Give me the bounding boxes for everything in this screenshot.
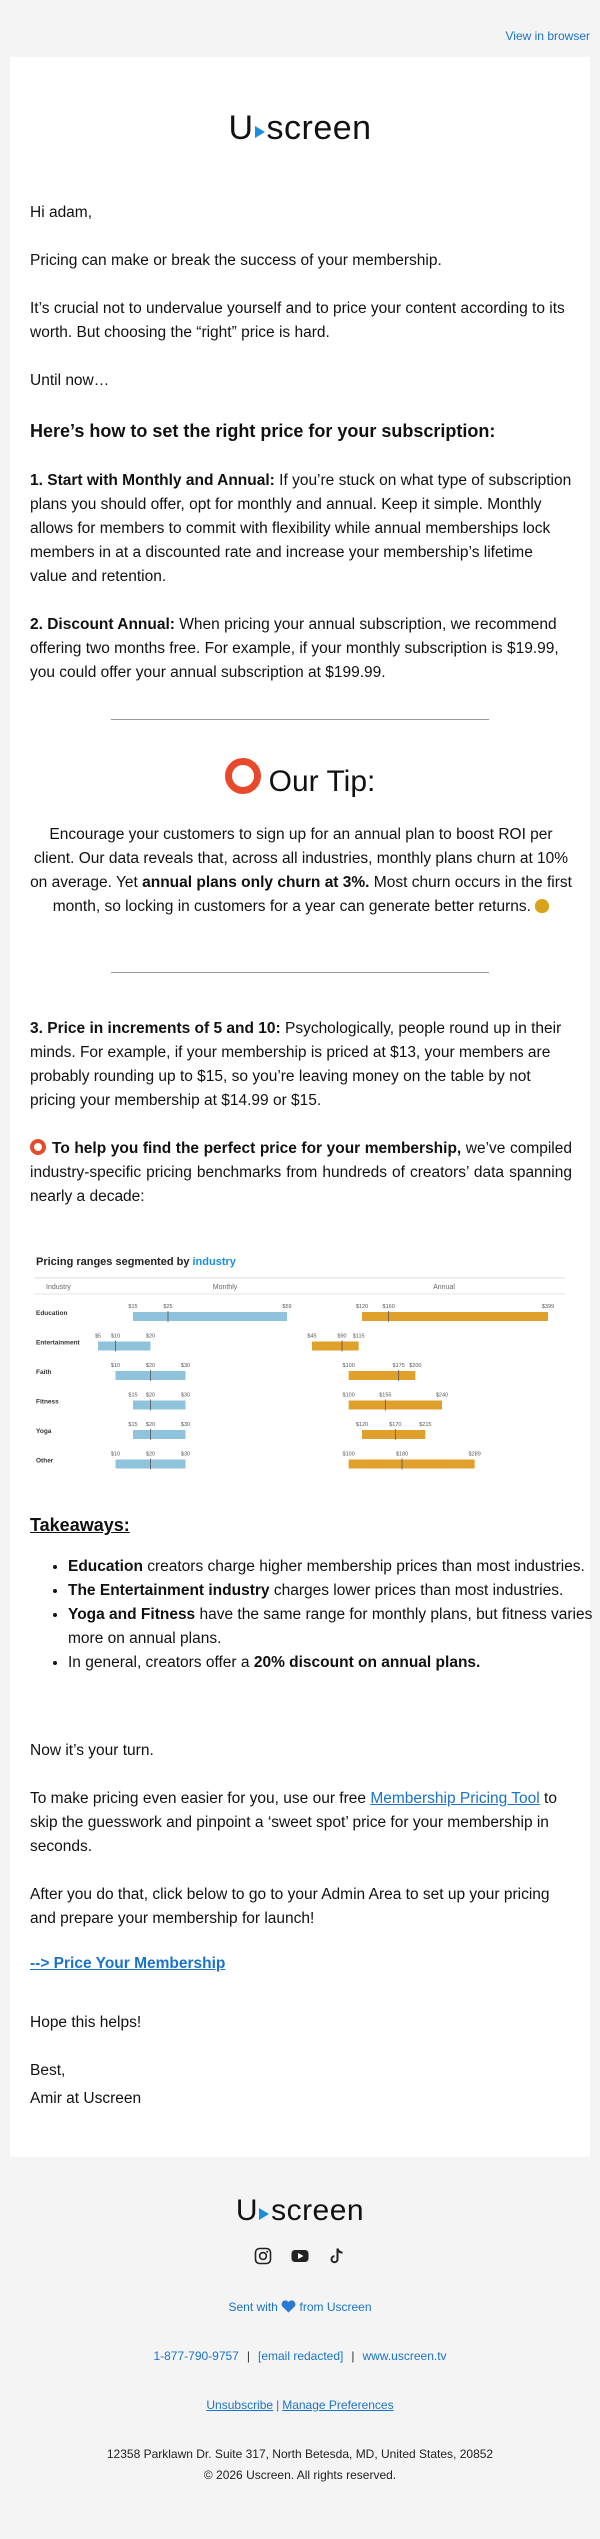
monthly-tick-label: $20: [145, 1451, 156, 1458]
monthly-tick-label: $10: [110, 1333, 121, 1340]
logo-letter: U: [235, 2194, 259, 2227]
money-bag-icon: [535, 899, 549, 913]
monthly-tick-label: $15: [128, 1304, 138, 1310]
tip-text-2: Most churn occurs in the first month, so locking in customers for a year can generate better returns.: [52, 874, 572, 915]
benchmark-intro: [30, 1137, 572, 1209]
monthly-tick-label: $30: [180, 1451, 191, 1458]
annual-tick-label: $155: [379, 1392, 392, 1399]
annual-tick-label: $115: [352, 1333, 365, 1340]
header-logo: [10, 109, 590, 148]
monthly-range-bar: [133, 1312, 287, 1321]
annual-tick-label: $100: [342, 1451, 355, 1458]
our-tip-heading: [10, 755, 590, 802]
annual-tick-label: $200: [409, 1363, 422, 1369]
tip-item-3-text: Psychologically, people round up in their minds. For example, if your membership is priced at $13, your members are probably rounding up to $15, so you’re leaving money on the table by not pricing your membership at $14.99 or $15.: [30, 1020, 562, 1109]
manage-preferences-link[interactable]: Manage Preferences: [282, 2398, 394, 2412]
annual-range-bar: [349, 1371, 416, 1380]
tip-item-2: [30, 613, 572, 685]
tip-item-3: [30, 1017, 572, 1113]
annual-tick-label: $399: [541, 1304, 555, 1310]
monthly-tick-label: $15: [128, 1392, 138, 1399]
pricing-tool-text-1: To make pricing even easier for you, use our free: [30, 1790, 371, 1807]
monthly-tick-label: $20: [145, 1392, 156, 1399]
monthly-tick-label: $30: [180, 1363, 191, 1369]
benchmark-intro-text: we’ve compiled industry-specific pricing benchmarks from hundreds of creators’ data spanning nearly a decade:: [30, 1140, 572, 1205]
annual-range-bar: [312, 1342, 359, 1351]
website-link[interactable]: www.uscreen.tv: [362, 2349, 447, 2363]
separator: |: [351, 2349, 355, 2363]
annual-tick-label: $180: [395, 1451, 409, 1458]
annual-tick-label: $170: [389, 1422, 402, 1428]
paragraph-your-turn: Now it’s your turn.: [30, 1742, 154, 1759]
annual-range-bar: [362, 1430, 425, 1439]
sent-from-text: from Uscreen: [296, 2300, 372, 2314]
monthly-tick-label: $20: [145, 1333, 156, 1340]
youtube-icon[interactable]: [291, 2247, 309, 2265]
our-tip-body: [30, 823, 572, 919]
takeaway-bold: Yoga and Fitness: [68, 1606, 196, 1623]
annual-tick-label: $160: [382, 1304, 395, 1310]
column-header-annual: Annual: [433, 1284, 455, 1291]
industry-label: Other: [36, 1457, 54, 1465]
greeting: Hi adam,: [30, 204, 93, 221]
annual-tick-label: $175: [392, 1363, 405, 1369]
annual-tick-label: $100: [342, 1392, 355, 1399]
play-icon: [259, 2208, 269, 2220]
tiktok-icon[interactable]: [328, 2247, 346, 2265]
section-heading: Here’s how to set the right price for your subscription:: [30, 421, 496, 441]
lifebuoy-icon: [225, 758, 261, 794]
monthly-tick-label: $30: [180, 1422, 191, 1428]
takeaway-item: [68, 1555, 598, 1579]
paragraph-admin-area: After you do that, click below to go to your Admin Area to set up your pricing and prepare your membership for launch!: [30, 1886, 550, 1927]
column-header-monthly: Monthly: [212, 1284, 238, 1291]
unsubscribe-link[interactable]: Unsubscribe: [206, 2398, 274, 2412]
pricing-ranges-chart: [30, 1250, 570, 1475]
takeaway-item: [68, 1579, 598, 1603]
paragraph-intro: Pricing can make or break the success of your membership.: [30, 252, 442, 269]
monthly-tick-label: $15: [128, 1422, 138, 1428]
lifebuoy-icon: [30, 1139, 46, 1155]
takeaways-list: [30, 1555, 598, 1675]
our-tip-title: Our Tip:: [268, 765, 376, 798]
annual-tick-label: $289: [468, 1451, 481, 1458]
column-header-industry: Industry: [46, 1284, 71, 1291]
monthly-tick-label: $20: [145, 1422, 156, 1428]
monthly-tick-label: $25: [163, 1304, 173, 1310]
takeaway-text: charges lower prices than most industries.: [269, 1582, 564, 1599]
annual-tick-label: $100: [342, 1363, 355, 1369]
industry-label: Fitness: [36, 1398, 59, 1406]
monthly-tick-label: $59: [282, 1304, 292, 1310]
top-bar: [0, 0, 600, 57]
industry-label: Entertainment: [36, 1339, 80, 1347]
chart-title: Pricing ranges segmented by industry: [36, 1256, 236, 1268]
monthly-tick-label: $5: [94, 1333, 102, 1340]
annual-range-bar: [349, 1460, 475, 1469]
annual-tick-label: $120: [355, 1304, 369, 1310]
company-address: 12358 Parklawn Dr. Suite 317, North Betesda, MD, United States, 20852: [106, 2447, 494, 2461]
monthly-range-bar: [133, 1401, 186, 1410]
view-in-browser-link[interactable]: View in browser: [505, 29, 590, 43]
tip-item-1-title: 1. Start with Monthly and Annual:: [30, 472, 275, 489]
annual-tick-label: $90: [337, 1333, 347, 1340]
price-your-membership-link[interactable]: --> Price Your Membership: [30, 1955, 226, 1972]
footer-logo: [0, 2194, 600, 2228]
closing-line: Hope this helps!: [30, 2014, 142, 2031]
industry-label: Education: [36, 1310, 68, 1317]
play-icon: [255, 126, 265, 138]
tip-item-3-title: 3. Price in increments of 5 and 10:: [30, 1020, 281, 1037]
uscreen-logo: [228, 109, 371, 148]
social-links: [0, 2247, 600, 2265]
paragraph-until-now: Until now…: [30, 372, 110, 389]
takeaway-item: [68, 1603, 598, 1651]
annual-tick-label: $240: [435, 1392, 449, 1399]
takeaways-title: Takeaways:: [30, 1515, 130, 1535]
annual-range-bar: [362, 1312, 548, 1321]
monthly-tick-label: $20: [145, 1363, 156, 1369]
monthly-tick-label: $10: [110, 1363, 121, 1369]
monthly-tick-label: $10: [110, 1451, 121, 1458]
annual-tick-label: $45: [307, 1333, 317, 1340]
uscreen-logo: [236, 2194, 364, 2228]
heart-icon: [281, 2300, 296, 2313]
membership-pricing-tool-link[interactable]: Membership Pricing Tool: [370, 1790, 540, 1807]
email-link[interactable]: [email redacted]: [257, 2349, 344, 2363]
tip-item-1: [30, 469, 572, 589]
signoff: Best,: [30, 2062, 66, 2079]
subscription-links: [0, 2398, 600, 2412]
takeaway-bold: Education: [68, 1558, 143, 1575]
logo-word: screen: [271, 2194, 365, 2227]
instagram-icon[interactable]: [254, 2247, 272, 2265]
sent-with-line: [0, 2300, 600, 2314]
logo-letter: U: [228, 109, 254, 147]
benchmark-intro-bold: To help you find the perfect price for your membership,: [52, 1140, 462, 1157]
sent-with-text: Sent with: [228, 2300, 282, 2314]
industry-label: Yoga: [36, 1428, 52, 1435]
tip-item-2-text: When pricing your annual subscription, we recommend offering two months free. For example, if your monthly subscription is $19.99, you could offer your annual subscription at $199.99.: [30, 616, 559, 681]
copyright: © 2026 Uscreen. All rights reserved.: [203, 2468, 397, 2482]
monthly-range-bar: [98, 1342, 151, 1351]
email-card: [10, 57, 593, 2157]
takeaway-text: creators charge higher membership prices than most industries.: [142, 1558, 585, 1575]
tip-text-1: Encourage your customers to sign up for an annual plan to boost ROI per client. Our data reveals that, across all industries, monthly plans churn at 10% on average. Yet: [30, 826, 569, 891]
paragraph-undervalue: It’s crucial not to undervalue yourself and to price your content according to its worth. But choosing the “right” price is hard.: [30, 300, 565, 341]
annual-tick-label: $120: [355, 1422, 369, 1428]
separator: |: [246, 2349, 250, 2363]
tip-item-1-text: If you’re stuck on what type of subscription plans you should offer, opt for monthly and annual. Keep it simple. Monthly allows for members to commit with flexibility while annual memberships lock members in at a discounted rate and increase your membership’s lifetime value and retention.: [30, 472, 572, 585]
divider: [111, 972, 489, 973]
contact-line: [0, 2349, 600, 2363]
takeaway-text: have the same range for monthly plans, but fitness varies more on annual plans.: [68, 1606, 593, 1647]
separator: |: [276, 2398, 280, 2412]
divider: [111, 719, 489, 720]
annual-range-bar: [349, 1401, 442, 1410]
tip-item-2-title: 2. Discount Annual:: [30, 616, 175, 633]
monthly-tick-label: $30: [180, 1392, 191, 1399]
pricing-tool-text-2: to skip the guesswork and pinpoint a ‘sweet spot’ price for your membership in seconds.: [30, 1790, 557, 1855]
takeaway-bold: 20% discount on annual plans.: [253, 1654, 481, 1671]
signature: Amir at Uscreen: [30, 2090, 142, 2107]
phone-link[interactable]: 1-877-790-9757: [153, 2349, 239, 2363]
tip-bold: annual plans only churn at 3%.: [142, 874, 370, 891]
takeaway-bold: The Entertainment industry: [68, 1582, 270, 1599]
monthly-range-bar: [133, 1430, 186, 1439]
paragraph-pricing-tool: [30, 1787, 572, 1859]
annual-tick-label: $215: [419, 1422, 432, 1428]
logo-word: screen: [266, 109, 372, 147]
takeaway-text: In general, creators offer a: [68, 1654, 254, 1671]
takeaway-item: [68, 1651, 598, 1675]
industry-label: Faith: [36, 1369, 52, 1376]
